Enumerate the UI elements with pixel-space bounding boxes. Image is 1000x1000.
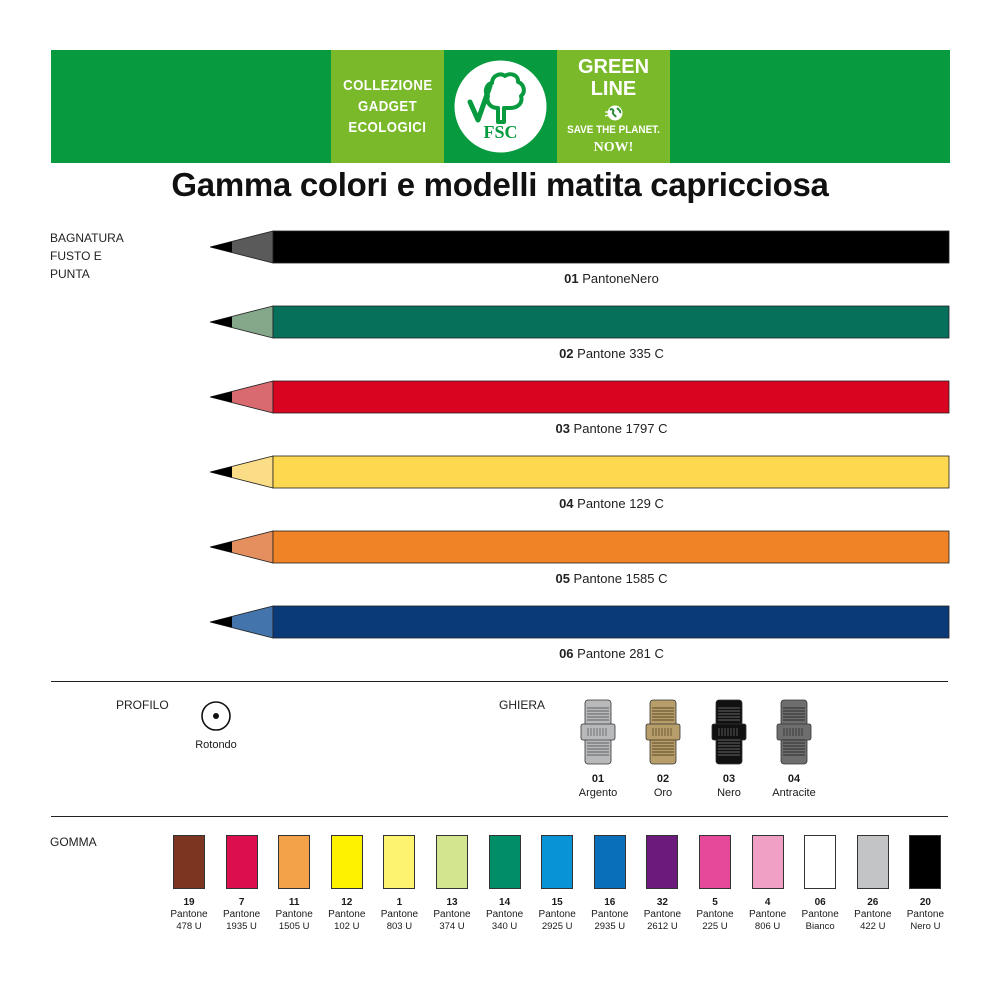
pencil-06 [210,604,950,640]
gomma-pantone-value: 806 U [754,921,781,932]
pencil-04 [210,454,950,490]
pencil-caption [273,571,950,586]
ghiera-code: 01 [591,773,605,785]
green-line-badge [557,50,670,163]
bagnatura-label-line-2: FUSTO E [50,249,102,263]
pencil-pantone: Pantone 129 C [573,496,664,511]
gomma-option-16 [584,835,636,932]
gomma-option-15 [531,835,583,932]
gomma-code: 06 [814,897,826,908]
ferrule-icon [579,698,617,766]
pencil-body [273,231,949,263]
gomma-pantone-label: Pantone [222,909,261,920]
section-divider [51,681,948,682]
ferrule-icon [710,698,748,766]
gomma-pantone-value: Bianco [805,921,835,932]
pencil-caption [273,496,950,511]
gomma-pantone-label: Pantone [380,909,419,920]
gomma-option-13 [426,835,478,932]
gomma-pantone-label: Pantone [906,909,945,920]
ghiera-option-01 [563,698,633,799]
pencil-body [273,381,949,413]
gomma-pantone-value: 478 U [176,921,202,932]
gomma-option-14 [479,835,531,932]
badge-line-3: ECOLOGICI [348,119,427,136]
pencil-pantone: Pantone 335 C [573,346,664,361]
gomma-pantone-value: 225 U [702,921,728,932]
gomma-pantone-label: Pantone [328,909,366,920]
gomma-option-32 [636,835,688,932]
gomma-code: 14 [499,897,511,908]
gomma-pantone-label: Pantone [538,909,576,920]
pencil-02 [210,304,950,340]
gomma-swatch [752,835,784,889]
bagnatura-label [50,229,124,283]
gomma-option-1 [373,835,425,932]
gomma-swatch [594,835,626,889]
pencil-body [273,606,949,638]
gomma-pantone-label: Pantone [643,909,682,920]
gomma-code: 20 [919,897,931,908]
pencil-lead [210,392,232,403]
gomma-option-26 [847,835,899,932]
ghiera-option-04 [759,698,829,799]
ghiera-code: 04 [787,773,801,785]
gomma-code: 13 [446,897,458,908]
gomma-swatch [541,835,573,889]
gomma-option-06 [794,835,846,932]
section-divider [51,816,948,817]
pencil-pantone: Pantone 1797 C [569,421,668,436]
gomma-swatch [699,835,731,889]
pencil-lead [210,317,232,328]
fsc-logo-text: FSC [483,122,518,142]
eco-collection-badge [331,50,444,163]
gomma-swatch [383,835,415,889]
ghiera-code: 03 [722,773,736,785]
green-line-tagline: SAVE THE PLANET. [567,124,660,136]
gomma-swatch [436,835,468,889]
page-title: Gamma colori e modelli matita capricciosa [171,166,829,203]
gomma-swatch [857,835,889,889]
green-line-now: NOW! [593,140,634,155]
pencil-code: 06 [559,646,574,661]
gomma-swatch [173,835,205,889]
pencil-03 [210,379,950,415]
gomma-pantone-value: 803 U [386,921,413,932]
gomma-option-5 [689,835,741,932]
gomma-pantone-value: 2612 U [647,921,678,932]
gomma-pantone-value: 374 U [439,921,465,932]
pencil-code: 05 [555,571,570,586]
gomma-pantone-label: Pantone [854,909,892,920]
gomma-label: GOMMA [50,835,97,849]
gomma-pantone-value: 1505 U [278,921,310,932]
ghiera-code: 02 [656,773,670,785]
gomma-pantone-value: 1935 U [226,921,257,932]
pencil-pantone: Pantone 1585 C [569,571,668,586]
ghiera-name: Nero [717,787,741,799]
gomma-pantone-value: 2935 U [594,921,626,932]
ghiera-name: Oro [653,787,673,799]
ghiera-name: Antracite [772,787,816,799]
gomma-code: 1 [396,897,403,908]
ghiera-name: Argento [578,787,618,799]
gomma-pantone-label: Pantone [275,909,313,920]
gomma-code: 5 [712,897,718,908]
gomma-pantone-label: Pantone [748,909,787,920]
gomma-pantone-value: Nero U [910,921,941,932]
gomma-pantone-label: Pantone [170,909,208,920]
ghiera-option-03 [694,698,764,799]
gomma-pantone-label: Pantone [696,909,734,920]
pencil-code: 01 [564,271,579,286]
gomma-code: 12 [341,897,353,908]
profilo-caption: Rotondo [195,739,237,751]
pencil-body [273,456,949,488]
gomma-pantone-value: 422 U [860,921,886,932]
gomma-swatch [489,835,521,889]
pencil-pantone: PantoneNero [578,271,659,286]
gomma-code: 19 [183,897,195,908]
ferrule-icon [644,698,682,766]
gomma-code: 11 [288,897,300,908]
round-profile-icon [200,700,232,732]
gomma-option-19 [163,835,215,932]
gomma-swatch [278,835,310,889]
gomma-swatch [331,835,363,889]
gomma-option-20 [899,835,951,932]
gomma-pantone-label: Pantone [591,909,629,920]
ghiera-label: GHIERA [499,698,546,712]
pencil-lead [210,242,232,253]
gomma-swatch [226,835,258,889]
fsc-logo [444,50,557,163]
gomma-option-4 [742,835,794,932]
pencil-code: 03 [555,421,570,436]
gomma-pantone-value: 102 U [334,921,360,932]
gomma-swatch [646,835,678,889]
gomma-pantone-value: 340 U [491,921,518,932]
pencil-lead [210,617,232,628]
pencil-01 [210,229,950,265]
pencil-code: 02 [559,346,574,361]
ghiera-option-02 [628,698,698,799]
gomma-option-11 [268,835,320,932]
gomma-pantone-label: Pantone [485,909,524,920]
gomma-code: 4 [764,897,771,908]
gomma-code: 15 [551,897,563,908]
bagnatura-label-line-3: PUNTA [50,267,90,281]
fsc-tree-icon [444,50,557,163]
gomma-pantone-label: Pantone [433,909,471,920]
badge-line-1: COLLEZIONE [342,77,433,94]
pencil-lead [210,467,232,478]
gomma-pantone-value: 2925 U [541,921,573,932]
globe-icon [605,104,625,122]
pencil-caption [273,646,950,661]
pencil-code: 04 [559,496,574,511]
ferrule-icon [775,698,813,766]
profilo-label: PROFILO [116,698,169,712]
gomma-swatch [909,835,941,889]
gomma-option-7 [216,835,268,932]
bagnatura-label-line-1: BAGNATURA [50,231,124,245]
gomma-code: 26 [867,897,879,908]
gomma-pantone-label: Pantone [801,909,839,920]
green-line-title-1: GREEN [577,56,650,78]
gomma-code: 16 [604,897,616,908]
gomma-option-12 [321,835,373,932]
pencil-caption [273,271,950,286]
pencil-body [273,531,949,563]
badge-line-2: GADGET [357,98,418,115]
gomma-code: 7 [238,897,245,908]
green-line-title-2: LINE [590,78,637,100]
pencil-pantone: Pantone 281 C [573,646,664,661]
gomma-swatch [804,835,836,889]
pencil-caption [273,421,950,436]
pencil-lead [210,542,232,553]
pencil-05 [210,529,950,565]
pencil-body [273,306,949,338]
gomma-code: 32 [656,897,668,908]
pencil-caption [273,346,950,361]
